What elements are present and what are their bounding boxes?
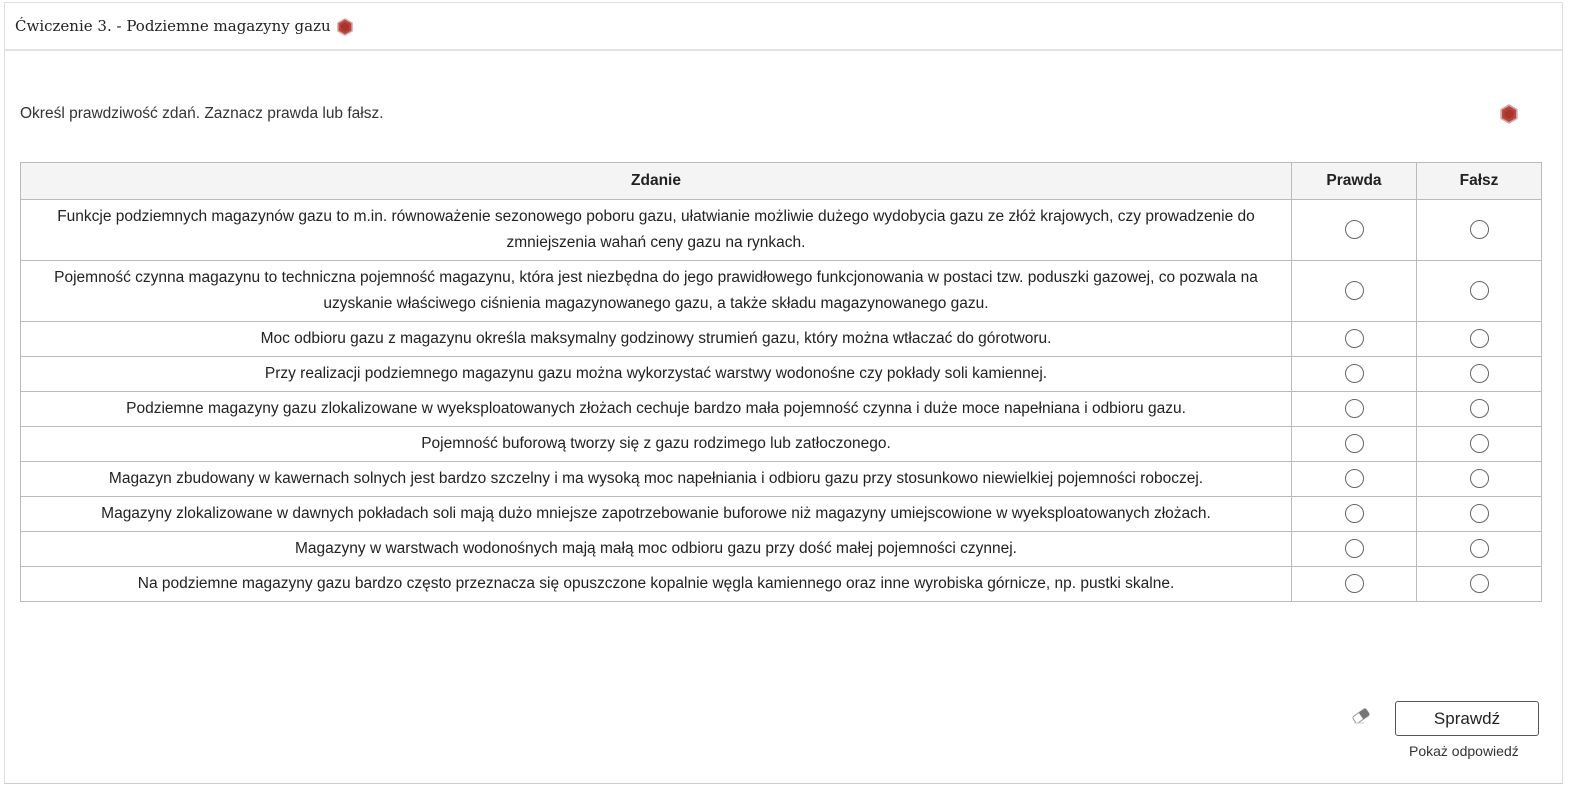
column-header-true: Prawda bbox=[1292, 163, 1417, 200]
false-radio[interactable] bbox=[1470, 399, 1489, 418]
true-radio[interactable] bbox=[1345, 399, 1364, 418]
true-cell bbox=[1292, 427, 1417, 462]
false-radio[interactable] bbox=[1470, 504, 1489, 523]
table-row bbox=[21, 567, 1542, 602]
false-cell bbox=[1417, 322, 1542, 357]
true-cell bbox=[1292, 462, 1417, 497]
true-radio[interactable] bbox=[1345, 434, 1364, 453]
eraser-icon[interactable] bbox=[1350, 707, 1372, 730]
statement-text: Na podziemne magazyny gazu bardzo często przeznacza się opuszczone kopalnie węgla kamiennego oraz inne wyrobiska górnicze, np. pustki skalne. bbox=[21, 567, 1292, 602]
false-cell bbox=[1417, 261, 1542, 322]
true-radio[interactable] bbox=[1345, 329, 1364, 348]
column-header-false: Fałsz bbox=[1417, 163, 1542, 200]
true-cell bbox=[1292, 200, 1417, 261]
table-row bbox=[21, 200, 1542, 261]
exercise-header bbox=[5, 3, 1562, 51]
statement-text: Moc odbioru gazu z magazynu określa maksymalny godzinowy strumień gazu, który można wtłaczać do górotworu. bbox=[21, 322, 1292, 357]
check-button[interactable]: Sprawdź bbox=[1395, 701, 1539, 736]
table-row bbox=[21, 462, 1542, 497]
column-header-statement: Zdanie bbox=[21, 163, 1292, 200]
statement-text: Funkcje podziemnych magazynów gazu to m.in. równoważenie sezonowego poboru gazu, ułatwianie możliwie dużego wydobycia gazu ze złóż krajowych, czy prowadzenie do zmniejszenia wahań ceny gazu na rynkach. bbox=[21, 200, 1292, 261]
true-cell bbox=[1292, 261, 1417, 322]
true-cell bbox=[1292, 392, 1417, 427]
true-radio[interactable] bbox=[1345, 220, 1364, 239]
false-radio[interactable] bbox=[1470, 434, 1489, 453]
false-radio[interactable] bbox=[1470, 574, 1489, 593]
statement-text: Przy realizacji podziemnego magazynu gazu można wykorzystać warstwy wodonośne czy pokłady soli kamiennej. bbox=[21, 357, 1292, 392]
true-cell bbox=[1292, 357, 1417, 392]
table-row bbox=[21, 357, 1542, 392]
statement-text: Podziemne magazyny gazu zlokalizowane w wyeksploatowanych złożach cechuje bardzo mała pojemność czynna i duże moce napełniana i odbioru gazu. bbox=[21, 392, 1292, 427]
hexagon-badge-icon bbox=[337, 18, 351, 34]
statement-text: Pojemność buforową tworzy się z gazu rodzimego lub zatłoczonego. bbox=[21, 427, 1292, 462]
show-answer-link[interactable]: Pokaż odpowiedź bbox=[1409, 743, 1519, 759]
statement-text: Magazyny zlokalizowane w dawnych pokładach soli mają dużo mniejsze zapotrzebowanie buforowe niż magazyny umiejscowione w wyeksploatowanych złożach. bbox=[21, 497, 1292, 532]
false-cell bbox=[1417, 392, 1542, 427]
table-row bbox=[21, 392, 1542, 427]
false-cell bbox=[1417, 357, 1542, 392]
false-radio[interactable] bbox=[1470, 469, 1489, 488]
statement-text: Magazyny w warstwach wodonośnych mają małą moc odbioru gazu przy dość małej pojemności czynnej. bbox=[21, 532, 1292, 567]
false-cell bbox=[1417, 497, 1542, 532]
table-row bbox=[21, 427, 1542, 462]
table-row bbox=[21, 261, 1542, 322]
exercise-title: Ćwiczenie 3. - Podziemne magazyny gazu bbox=[15, 17, 331, 35]
hexagon-badge-icon bbox=[1500, 104, 1518, 129]
false-radio[interactable] bbox=[1470, 329, 1489, 348]
false-radio[interactable] bbox=[1470, 539, 1489, 558]
false-cell bbox=[1417, 200, 1542, 261]
false-radio[interactable] bbox=[1470, 364, 1489, 383]
table-row bbox=[21, 532, 1542, 567]
true-cell bbox=[1292, 497, 1417, 532]
false-cell bbox=[1417, 567, 1542, 602]
true-radio[interactable] bbox=[1345, 504, 1364, 523]
false-cell bbox=[1417, 462, 1542, 497]
statement-text: Pojemność czynna magazynu to techniczna pojemność magazynu, która jest niezbędna do jego prawidłowego funkcjonowania w postaci tzw. poduszki gazowej, co pozwala na uzyskanie właściwego ciśnienia magazynowanego gazu, a także składu magazynowanego gazu. bbox=[21, 261, 1292, 322]
true-radio[interactable] bbox=[1345, 539, 1364, 558]
true-false-table bbox=[20, 162, 1542, 602]
false-radio[interactable] bbox=[1470, 220, 1489, 239]
false-cell bbox=[1417, 532, 1542, 567]
instruction-text: Określ prawdziwość zdań. Zaznacz prawda lub fałsz. bbox=[20, 105, 384, 122]
table-row bbox=[21, 322, 1542, 357]
statement-text: Magazyn zbudowany w kawernach solnych jest bardzo szczelny i ma wysoką moc napełniania i odbioru gazu przy stosunkowo niewielkiej pojemności roboczej. bbox=[21, 462, 1292, 497]
true-radio[interactable] bbox=[1345, 281, 1364, 300]
true-cell bbox=[1292, 322, 1417, 357]
true-cell bbox=[1292, 532, 1417, 567]
table-row bbox=[21, 497, 1542, 532]
true-radio[interactable] bbox=[1345, 364, 1364, 383]
true-cell bbox=[1292, 567, 1417, 602]
true-radio[interactable] bbox=[1345, 469, 1364, 488]
false-cell bbox=[1417, 427, 1542, 462]
true-radio[interactable] bbox=[1345, 574, 1364, 593]
false-radio[interactable] bbox=[1470, 281, 1489, 300]
